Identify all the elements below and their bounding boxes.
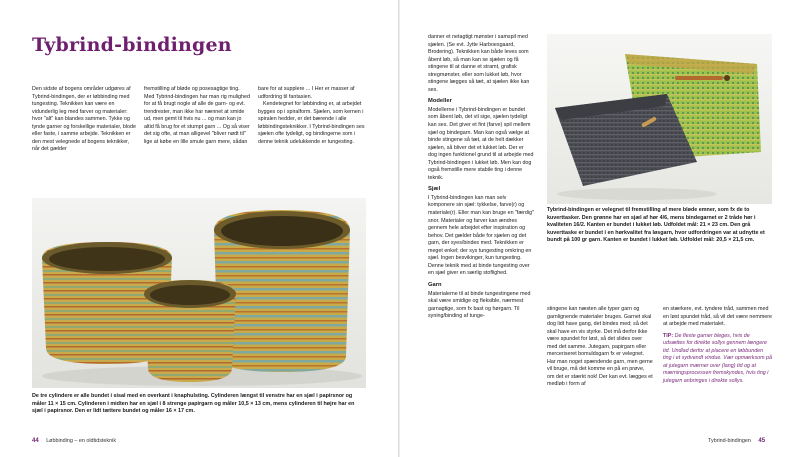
photo-caption: Tybrind-bindingen er velegnet til fremstilling af mere bløde emner, som fx de to kuverttasker. Den grønne har en sjæl af hør 4/6, mens bindegarnet er 2 tråde hør i kvaliteten 16/2. Kanten er bundet i lukket løb. Udfoldet mål: 21 × 23 cm. Den grå kuverttaske er bundet i en hørkvalitet fra løsgarn, hvor udfordringen var at udnytte et bundt på 100 gr garn. Kanten er bundet i lukket løb. Udfoldet mål: 20,5 × 21,5 cm. [547,207,765,244]
right-column-2 [547,306,653,389]
body-paragraph: Materialerne til at binde tungestingene med skal være smidige og fleksible, nærmest garnagtige, som fx bast og hørgarn. Til syning/binding af tunge- [428,290,531,320]
right-column-1 [428,34,534,321]
page-footer [708,438,765,444]
page-footer [32,438,116,444]
intro-column-1 [32,86,136,154]
baskets-photo [32,198,366,388]
right-page [400,0,800,457]
body-paragraph: en stærkere, evt. tyndere tråd, sammen med en løst spundet tråd, så vil det være nemmere at arbejde med materialet. [663,306,773,328]
intro-paragraph: fremstilling af bløde og posesagtige ting. Med Tybrind-bindingen har man rig mulighed for at få brugt nogle af alle de garn- og evt. trendrester, man ikke har nænnet at smide ud, men gemt til hvis nu ... og man kan jo altid få brug for et stumpt garn ... Og så viser det sig ofte, at man alligevel "bliver nødt til" lige at købe en lille smule garn mere, sådan [144,86,250,145]
tip-label: TIP: [663,332,674,339]
page-title: Tybrind-bindingen [32,34,232,56]
body-paragraph: stingene kan næsten alle typer garn og garnlignende materialer bruges. Garnet skal dog lidt have gang, det bindes med; så det skal have en vis styrke. Det må derfor ikke være spundet for løst, så det slides over med det samme. Jutegarn, papirgarn eller merceriseret bomuldsgarn fx er velegnet. Har man noget spændende garn, men gerne vil bruge, må det komme en på en prøve, om det er stærkt nok! Der kan evt. lægges et medløb i form af [547,306,653,388]
intro-paragraph: bare for at supplere ... I Her er masser af udfordring til fantasien. [258,86,355,100]
page-number: 45 [758,438,766,444]
page-number: 44 [32,438,39,444]
right-column-3 [663,306,773,385]
body-paragraph: I Tybrind-bindingen kan man selv komponere sin sjæl: tykkelse, farve(r) og materiale(r). Eller man kan bruge en "færdig" snor. Materialer og farver kan ændres gennem hele arbejdet efter inspiration og behov. Det gælder både for sjælen og det garn, der syes/bindes med. Teknikken er meget enkel; der sys tungesting omkring en sjæl. Ingen besvikinger, kun tungesting. Denne teknik med at binde tungesting over en sjæl giver en særlig stoflighed. [428,194,534,277]
running-footer: Tybrind-bindingen [708,438,751,444]
photo-caption: De tre cylindere er alle bundet i sisal med en overkant i knaphulsting. Cylinderen længst til venstre har en sjæl i papirsnor og måler 11 × 15 cm. Cylinderen i midten har en sjæl i 8 strenge papirgarn og måler 10,5 × 13 cm, mens cylinderen til højre har en sjæl i papirsnor. Den er lidt tættere bundet og måler 16 × 17 cm. [32,393,355,415]
section-heading-modeller: Modeller [428,98,452,105]
tip-text: De fleste garner bleges, hvis de udsættes for direkte sollys gennem længere tid. Undlad derfor at placere en løbbunden ting i et sydvendt vindue. Vær opmærksom på at jutegarn mærner over (lang) tid og at mærningsprocessen fremskyndes, hvis ting i jutegarn anbringes i direkte sollys. [663,332,773,384]
body-paragraph: Modellerne i Tybrind-bindingen er bundet som åbent løb, det vil sige, sjælen tydeligt kan ses. Det giver et fint (farve) spil mellem sjæl og bindegarn. Man kan også vælge at binde stingene så tæt, at de helt dækker sjælen, så bliver det et lukket løb. Der er dog ingen funktionel grund til at arbejde med Tybrind-bindingen i lukket løb. Men kan dog også fremstille mere stabile ting i denne teknik. [428,106,534,181]
intro-paragraph: Den sidste af bogens områder udgøres af Tybrind-bindingen, der er løbbinding med tungesting. Teknikken kan være en vidunderlig leg med farver og materialer: hvor "alt" kan blandes sammen. Tykke og tynde garner og forskellige materialer, blode eller faste, i samme arbejde. Teknikken er den mest velegnede af bogens teknikker, når det gælder [32,86,136,153]
body-paragraph: danner et netagtigt mønster i samspil med sjælen. (Se evt. Jytte Harboesgaard, Brodering). Teknikken kan både leves som åbent løb, så man kan se sjælen og få stingene til at danne et stramt, grafisk stregmønster, eller som lukket løb, hvor stingene lægges så tæt, at sjælen ikke kan ses. [428,34,530,93]
section-heading-sjael: Sjæl [428,186,441,193]
envelope-bags-photo [547,34,772,204]
intro-paragraph: Kendetegnet for løbbinding er, at arbejdet bygges op i spiralform. Sjælen, som kernen i spiralen hedder, er det bærende i alle løbbindingsteknikker. I Tybrind-bindingen ses sjælen ofte tydeligt, og bindingerne som i denne teknik udelukkende er tungesting. [258,101,365,145]
tip-box [663,333,773,386]
intro-column-3 [258,86,366,146]
running-footer: Løbbinding – en oldtidsteknik [46,438,117,444]
intro-column-2 [144,86,250,146]
section-heading-garn: Garn [428,281,442,288]
